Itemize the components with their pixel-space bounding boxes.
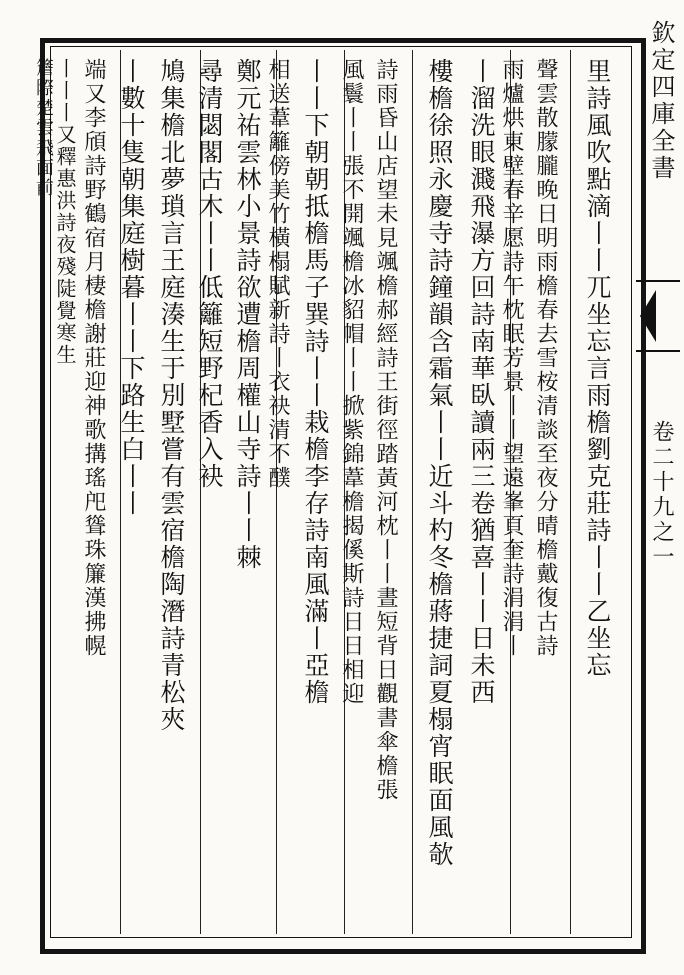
text-column: 簷際楚雲飛面前 [33,58,54,198]
fish-tail-mark [640,290,656,342]
text-column: 端又李頎詩野鶴宿月棲檐謝莊迎神歌搆瑤戺聳珠簾漢拂幌 [81,58,106,658]
text-column: 詩雨昏山店望未見颯檐郝經詩王街徑踏黃河枕丨丨晝短背日觀書傘檐張 [373,58,398,802]
text-column: 丨溜洗眼濺飛瀑方回詩南華臥讀兩三卷猶喜丨丨日未西 [467,58,496,706]
side-title: 欽定四庫全書 [647,20,675,182]
text-column: 相送葦籬傍美竹橫榻賦新詩丨衣袂清不醭 [265,58,290,490]
fish-tail-rule-bottom [636,350,680,352]
text-column: 尋清閟閣古木丨丨低籬短野杞香入袂 [195,58,224,490]
text-column: 聲雲散朦朧晚日明雨檐春去雪桉清談至夜分晴檐戴復古詩 [533,58,558,658]
side-volume: 卷二十九之一 [649,420,674,570]
text-column: 樓檐徐照永慶寺詩鐘韻含霜氣丨丨近斗杓冬檐蔣捷詞夏榻宵眠面風欹 [425,58,454,868]
text-column: 丨數十隻朝集庭樹暮丨丨下路生白丨丨 [117,58,146,517]
fish-tail-rule-top [636,280,680,282]
text-column: 雨爐烘東壁春辛愿詩午枕眠芳景丨丨望遠峯頁奎詩涓涓丨 [499,58,524,658]
text-column: 丨丨下朝朝抵檐馬子巽詩丨丨栽檐李存詩南風滿丨亞檐 [301,58,330,706]
text-column: 丨丨丨又釋惠洪詩夜殘陡覺寒生 [53,58,77,366]
text-column: 風鬟丨丨張不開颯檐冰貂帽丨丨掀紫錦葦檐揭傒斯詩日日相迎 [339,58,364,706]
text-column: 里詩風吹點滴丨丨兀坐忘言雨檐劉克莊詩丨丨乙坐忘 [583,58,612,679]
text-column: 鳩集檐北夢瑣言王庭湊生于別墅嘗有雲宿檐陶潛詩青松夾 [157,58,186,733]
text-column: 鄭元祐雲林小景詩欲遭檐周權山寺詩丨丨棘 [233,58,262,571]
